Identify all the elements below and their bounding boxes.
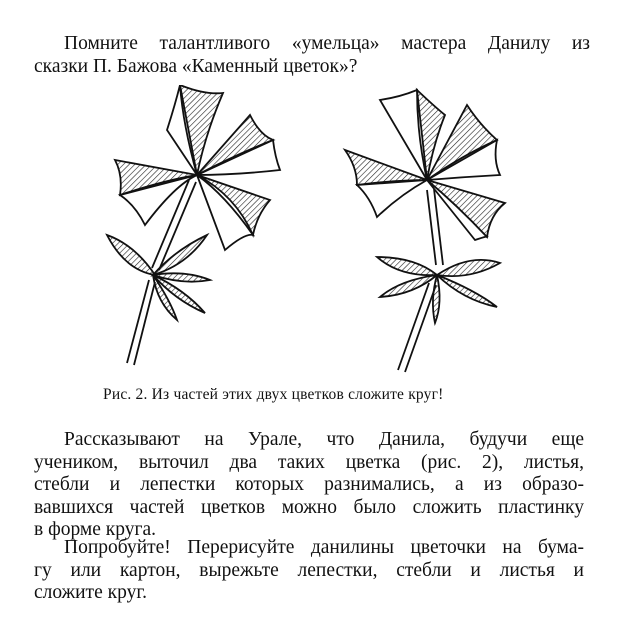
figure-caption bbox=[103, 386, 523, 404]
figure-caption-label: Рис. 2. bbox=[103, 386, 148, 403]
story-line-2: учеником, выточил два таких цветка (рис. 2), листья, bbox=[34, 451, 584, 473]
story-line-3: стебли и лепестки которых разнимались, а из образо- bbox=[34, 474, 584, 495]
story-line-5: в форме круга. bbox=[34, 519, 157, 540]
left-flower-leaves bbox=[107, 235, 210, 320]
right-flower-petals bbox=[345, 90, 505, 240]
intro-line-2: сказки П. Бажова «Каменный цветок»? bbox=[34, 55, 358, 77]
instruction-line-2: гу или картон, вырежьте лепестки, стебли и листья и bbox=[34, 559, 584, 581]
story-line-4: вавшихся частей цветков можно было сложить пластинку bbox=[34, 496, 584, 518]
instruction-line-1: Попробуйте! Перерисуйте данилины цветочки на бума- bbox=[64, 537, 584, 558]
intro-paragraph bbox=[34, 33, 590, 78]
left-flower-petals bbox=[115, 85, 280, 250]
story-line-1: Рассказывают на Урале, что Данила, будучи еще bbox=[64, 429, 584, 450]
right-flower-lower-stem bbox=[398, 283, 436, 372]
right-flower-leaves bbox=[377, 257, 500, 323]
story-paragraph bbox=[34, 429, 584, 542]
left-flower bbox=[107, 85, 280, 365]
stone-flowers-illustration bbox=[95, 85, 515, 385]
left-flower-lower-stem bbox=[127, 280, 155, 365]
intro-line-1: Помните талантливого «умельца» мастера Данилу из bbox=[64, 33, 590, 54]
right-flower-upper-stem bbox=[427, 189, 443, 265]
right-flower bbox=[345, 90, 505, 372]
instruction-paragraph bbox=[34, 537, 584, 605]
figure-caption-text: Из частей этих двух цветков сложите круг! bbox=[151, 386, 444, 403]
instruction-line-3: сложите круг. bbox=[34, 582, 148, 603]
